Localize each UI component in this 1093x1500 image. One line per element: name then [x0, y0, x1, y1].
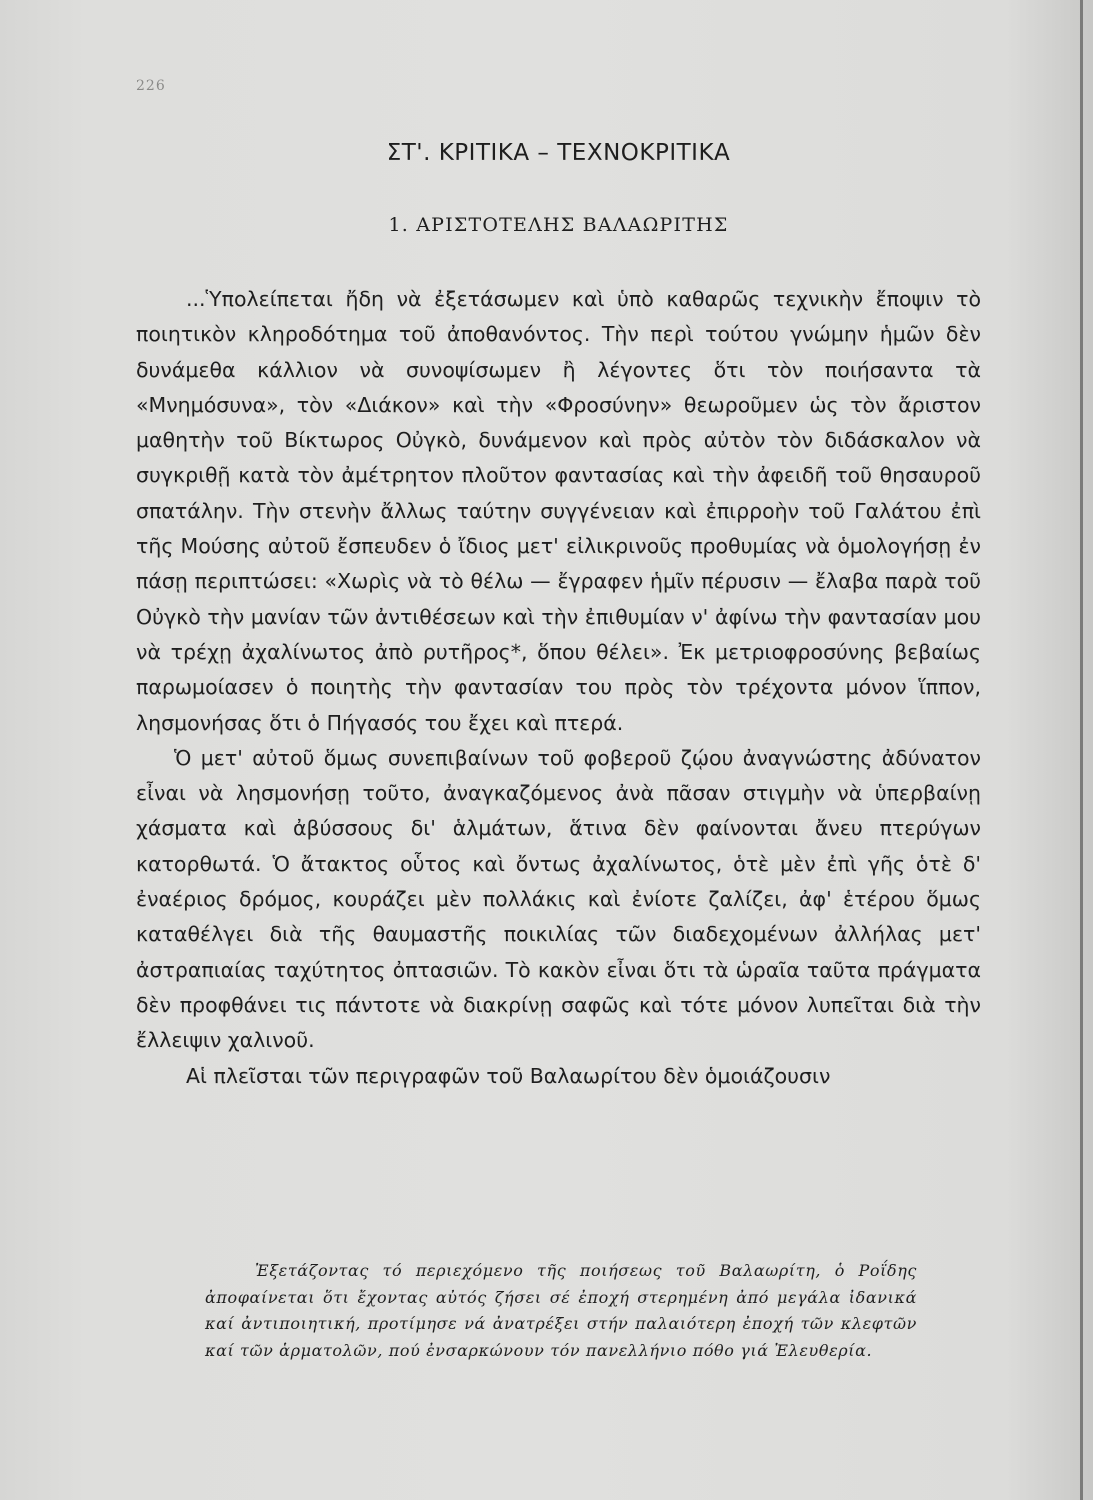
paragraph: Ὁ μετ' αὐτοῦ ὅμως συνεπιβαίνων τοῦ φοβεροῦ ζῴου ἀναγνώστης ἀδύνατον εἶναι νὰ λησμονήσῃ τοῦτο, ἀναγκαζόμενος ἀνὰ πᾶσαν στιγμὴν νὰ ὑπερβαίνῃ χάσματα καὶ ἀβύσσους δι' ἁλμάτων, ἅτινα δὲν φαίνονται ἄνευ πτερύγων κατορθωτά. Ὁ ἄτακτος οὗτος καὶ ὄντως ἀχαλίνωτος, ὁτὲ μὲν ἐπὶ γῆς ὁτὲ δ' ἐναέριος δρόμος, κουράζει μὲν πολλάκις καὶ ἐνίοτε ζαλίζει, ἀφ' ἑτέρου ὅμως καταθέλγει διὰ τῆς θαυμαστῆς ποικιλίας τῶν διαδεχομένων ἀλλήλας μετ' ἀστραπιαίας ταχύτητος ὀπτασιῶν. Τὸ κακὸν εἶναι ὅτι τὰ ὡραῖα ταῦτα πράγματα δὲν προφθάνει τις πάντοτε νὰ διακρίνῃ σαφῶς καὶ τότε μόνον λυπεῖται διὰ τὴν ἔλλειψιν χαλινοῦ. — [136, 745, 981, 1053]
paragraph: ...Ὑπολείπεται ἤδη νὰ ἐξετάσωμεν καὶ ὑπὸ καθαρῶς τεχνικὴν ἔποψιν τὸ ποιητικὸν κληροδότημα τοῦ ἀποθανόντος. Τὴν περὶ τούτου γνώμην ἡμῶν δὲν δυνάμεθα κάλλιον νὰ συνοψίσωμεν ἢ λέγοντες ὅτι τὸν ποιήσαντα τὰ «Μνημόσυνα», τὸν «Διάκον» καὶ τὴν «Φροσύνην» θεωροῦμεν ὡς τὸν ἄριστον μαθητὴν τοῦ Βίκτωρος Οὐγκὸ, δυνάμενον καὶ πρὸς αὐτὸν τὸν διδάσκαλον νὰ συγκριθῇ κατὰ τὸν ἀμέτρητον πλοῦτον φαντασίας καὶ τὴν ἀφειδῆ τοῦ θησαυροῦ σπατάλην. Τὴν στενὴν ἄλλως ταύτην συγγένειαν καὶ ἐπιρροὴν τοῦ Γαλάτου ἐπὶ τῆς Μούσης αὐτοῦ ἔσπευδεν ὁ ἴδιος μετ' εἰλικρινοῦς προθυμίας νὰ ὁμολογήσῃ ἐν πάσῃ περιπτώσει: «Χωρὶς νὰ τὸ θέλω — ἔγραφεν ἡμῖν πέρυσιν — ἔλαβα παρὰ τοῦ Οὐγκὸ τὴν μανίαν τῶν ἀντιθέσεων καὶ τὴν ἐπιθυμίαν ν' ἀφίνω τὴν φαντασίαν μου νὰ τρέχῃ ἀχαλίνωτος ἀπὸ ρυτῆρος*, ὅπου θέλει». Ἐκ μετριοφροσύνης βεβαίως παρωμοίασεν ὁ ποιητὴς τὴν φαντασίαν του πρὸς τὸν τρέχοντα μόνον ἵππον, λησμονήσας ὅτι ὁ Πήγασός του ἔχει καὶ πτερά. — [136, 287, 981, 735]
paragraph: Αἱ πλεῖσται τῶν περιγραφῶν τοῦ Βαλαωρίτου δὲν ὁμοιάζουσιν — [186, 1063, 831, 1088]
chapter-title: 1. ΑΡΙΣΤΟΤΕΛΗΣ ΒΑΛΑΩΡΙΤΗΣ — [388, 214, 729, 236]
page-edge-shadow — [1080, 0, 1083, 1500]
footnote — [205, 1258, 917, 1364]
body-text — [136, 282, 981, 1094]
section-title: ΣΤ'. ΚΡΙΤΙΚΑ – ΤΕΧΝΟΚΡΙΤΙΚΑ — [386, 140, 731, 166]
footnote-text: Ἐξετάζοντας τό περιεχόμενο τῆς ποιήσεως τοῦ Βαλαωρίτη, ὁ Ροΐδης ἀποφαίνεται ὅτι ἔχοντας αὐτός ζήσει σέ ἐποχή στερημένη ἀπό μεγάλα ἰδανικά καί ἀντιποιητική, προτίμησε νά ἀνατρέξει στήν παλαιότερη ἐποχή τῶν κλεφτῶν καί τῶν ἁρματολῶν, πού ἐνσαρκώνουν τόν πανελλήνιο πόθο γιά Ἐλευθερία. — [205, 1261, 917, 1360]
page-number: 226 — [136, 78, 166, 94]
